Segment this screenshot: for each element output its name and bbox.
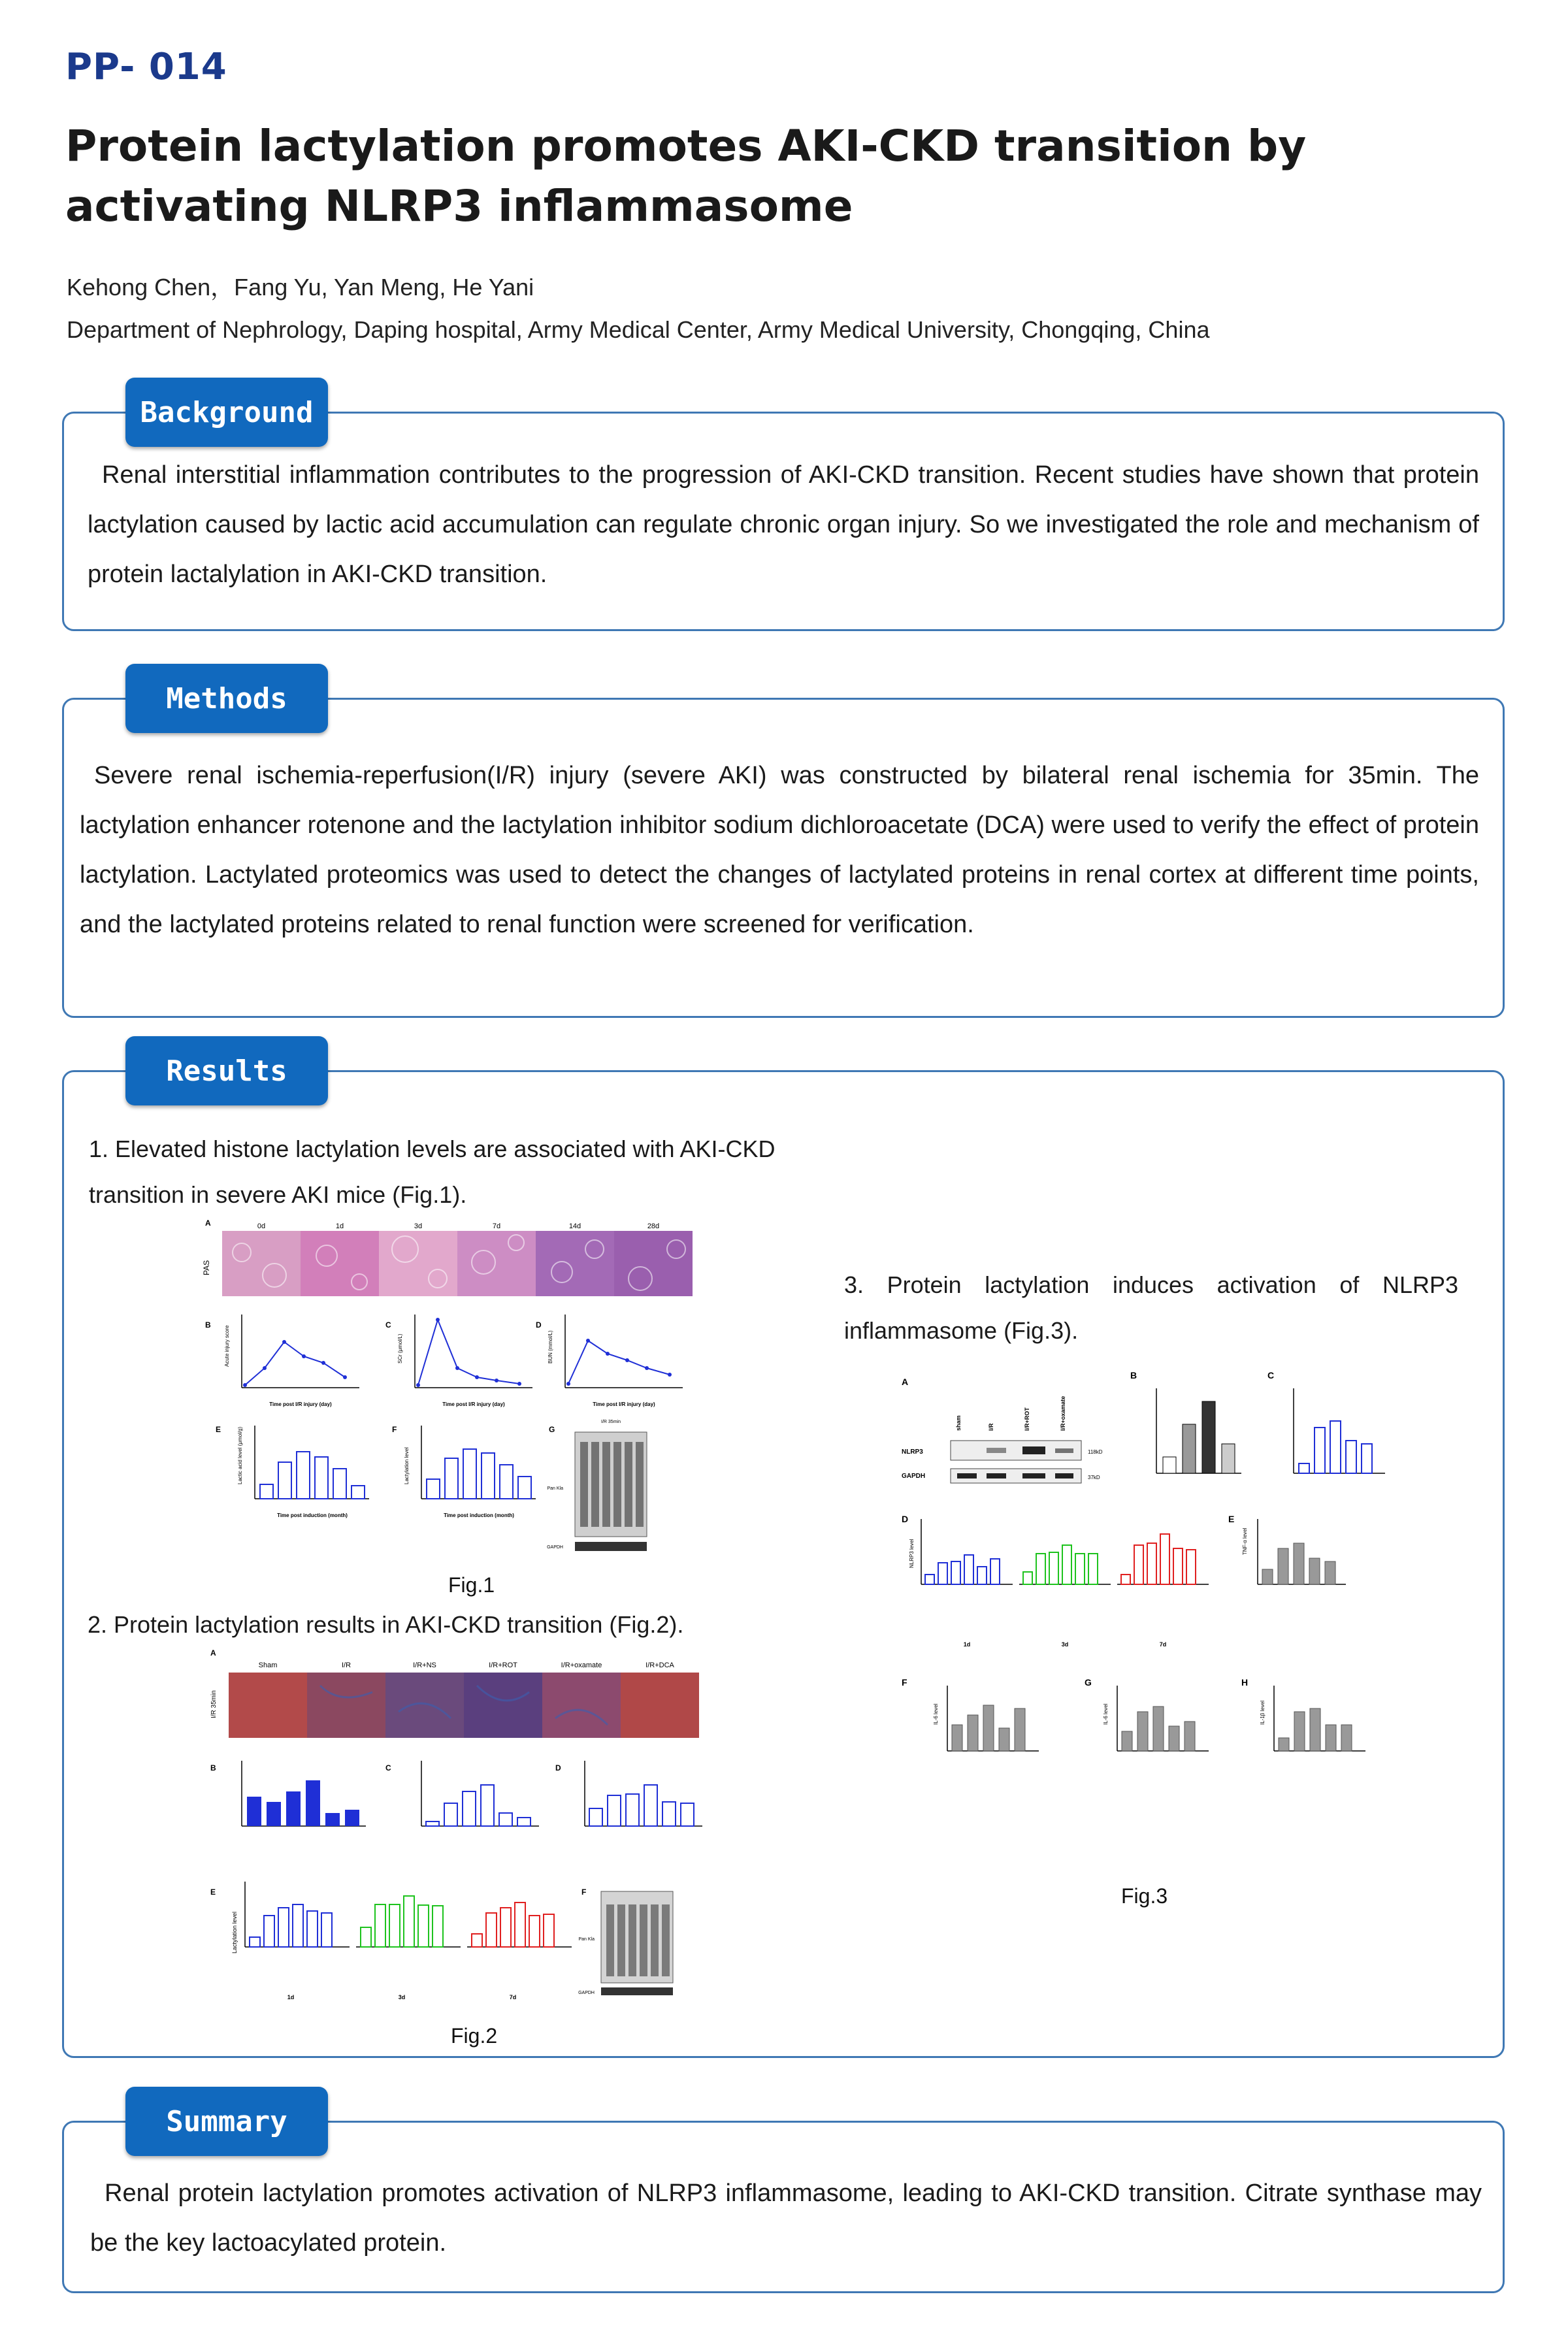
fig1-panel-c-label: C [385, 1320, 391, 1330]
fig3-nlrp3-label: NLRP3 [902, 1448, 923, 1456]
fig3-panel-d-chart [921, 1519, 1209, 1648]
fig3-lane-1: I/R [988, 1423, 994, 1431]
fig2-group-4: I/R+oxamate [561, 1661, 602, 1669]
background-tab: Background [125, 378, 328, 447]
fig2-e-ylabel: Lactylation level [231, 1911, 238, 1953]
fig3-panel-a-blot [902, 1396, 1103, 1483]
methods-tab: Methods [125, 664, 328, 733]
fig3-kd2: 37kD [1088, 1475, 1100, 1480]
fig3-panel-b-chart [1156, 1388, 1241, 1473]
fig1-panel-g-blot [547, 1420, 647, 1551]
fig3-panel-e-label: E [1228, 1514, 1235, 1524]
summary-tab: Summary [125, 2087, 328, 2156]
fig2-side-label: I/R 35min [210, 1690, 218, 1718]
fig3-d-ylabel: NLRP3 level [909, 1539, 915, 1568]
fig1-time-5: 28d [647, 1222, 660, 1230]
fig3-panel-h-label: H [1241, 1677, 1249, 1688]
fig1-pas-label: PAS [202, 1260, 211, 1275]
fig1-panel-e-chart [237, 1426, 369, 1518]
fig1-b-xlabel: Time post I/R injury (day) [269, 1401, 332, 1407]
fig3-h-ylabel: IL-1β level [1260, 1700, 1266, 1725]
fig1-b-line [245, 1342, 345, 1385]
fig2-panel-a-label: A [210, 1648, 216, 1658]
fig3-panel-b-label: B [1130, 1370, 1137, 1380]
fig1-histology-strip [222, 1231, 693, 1296]
fig3-panel-d-label: D [902, 1514, 909, 1524]
fig1-f-ylabel: Lactylation level [404, 1447, 410, 1484]
fig2-panel-d-label: D [555, 1763, 561, 1772]
fig1-b-ylabel: Acute injury score [224, 1325, 230, 1367]
figure-3 [889, 1359, 1457, 1855]
poster-title: Protein lactylation promotes AKI-CKD transition by activating NLRP3 inflammasome [65, 121, 1307, 231]
fig1-panel-e-label: E [216, 1425, 221, 1434]
fig3-g-ylabel: IL-6 level [1103, 1703, 1109, 1725]
fig2-f-gapdh: GAPDH [578, 1991, 595, 1995]
methods-panel [62, 698, 1505, 1018]
fig3-panel-e-chart [1258, 1519, 1346, 1584]
fig1-panel-a-label: A [205, 1218, 211, 1228]
fig1-panel-d-chart [547, 1315, 683, 1407]
fig3-panel-c-chart [1294, 1388, 1385, 1473]
fig1-histology-14d [536, 1231, 614, 1296]
fig1-histology-0d [222, 1231, 301, 1296]
fig1-d-line [568, 1341, 670, 1384]
fig1-panel-g-label: G [549, 1425, 555, 1434]
fig2-e-day-2: 7d [509, 1994, 517, 2001]
fig1-c-line [418, 1320, 519, 1385]
fig2-panel-c-label: C [385, 1763, 391, 1772]
fig3-lane-2: I/R+ROT [1024, 1407, 1030, 1431]
fig2-panel-e-label: E [210, 1887, 216, 1897]
fig1-time-4: 14d [568, 1222, 581, 1230]
fig3-panel-a-label: A [902, 1377, 909, 1387]
fig1-histology-3d [379, 1231, 457, 1296]
figure-1 [196, 1217, 719, 1569]
fig3-lane-3: I/R+oxamate [1060, 1396, 1066, 1431]
fig2-panel-e-chart [245, 1882, 572, 2001]
fig2-masson-strip [229, 1673, 699, 1738]
fig2-group-3: I/R+ROT [489, 1661, 517, 1669]
fig2-e-day-0: 1d [287, 1994, 295, 2001]
fig1-g-gapdh: GAPDH [547, 1545, 563, 1550]
fig3-panel-c-label: C [1267, 1370, 1275, 1380]
fig1-time-3: 7d [492, 1222, 501, 1230]
figure-2 [203, 1646, 725, 2025]
fig1-e-ylabel: Lactic acid level (μmol/g) [237, 1426, 243, 1484]
fig1-time-1: 1d [335, 1222, 344, 1230]
fig2-f-ab: Pan Kla [578, 1937, 595, 1942]
summary-text: Renal protein lactylation promotes activation of NLRP3 inflammasome, leading to AKI-CKD transition. Citrate synthase may be the key lactoacylated protein. [90, 2180, 1482, 2257]
fig2-panel-c-chart [421, 1761, 539, 1826]
fig2-e-day-1: 3d [398, 1994, 406, 2001]
affiliation: Department of Nephrology, Daping hospital, Army Medical Center, Army Medical University, Chongqing, China [67, 316, 1210, 343]
fig1-c-ylabel: SCr (μmol/L) [397, 1333, 403, 1364]
fig1-time-2: 3d [414, 1222, 423, 1230]
fig3-kd1: 118kD [1088, 1449, 1103, 1455]
authors: Kehong Chen，Fang Yu, Yan Meng, He Yani [67, 274, 534, 301]
fig3-panel-f-label: F [902, 1677, 907, 1688]
fig3-d-day-0: 1d [963, 1641, 971, 1648]
fig2-panel-f-blot [578, 1891, 673, 1995]
fig1-panel-d-label: D [536, 1320, 542, 1330]
fig1-panel-f-label: F [392, 1425, 397, 1434]
results-tab: Results [125, 1036, 328, 1105]
fig2-panel-b-label: B [210, 1763, 216, 1772]
results-item-2: 2. Protein lactylation results in AKI-CKD transition (Fig.2). [88, 1611, 684, 1638]
fig3-gapdh-label: GAPDH [902, 1473, 926, 1480]
fig1-panel-b-chart [224, 1315, 359, 1407]
fig3-panel-g-label: G [1085, 1677, 1092, 1688]
figure-3-graphic [889, 1359, 1457, 1855]
fig3-caption: Fig.3 [1121, 1884, 1168, 1908]
results-item-1: 1. Elevated histone lactylation levels are associated with AKI-CKD transition in severe AKI mice (Fig.1). [89, 1135, 776, 1208]
fig2-group-1: I/R [341, 1661, 351, 1669]
fig3-d-day-1: 3d [1061, 1641, 1069, 1648]
fig3-lane-0: sham [955, 1415, 962, 1431]
fig3-panel-g-chart [1117, 1686, 1209, 1751]
fig1-panel-c-chart [397, 1315, 532, 1407]
poster-id: PP- 014 [65, 46, 227, 88]
fig1-g-header: I/R 35min [601, 1420, 621, 1424]
methods-text: Severe renal ischemia-reperfusion(I/R) injury (severe AKI) was constructed by bilateral renal ischemia for 35min. The lactylation enhancer rotenone and the lactylation inhibitor sodium dichloroacetate (DCA) were used to verify the effect of protein lactylation. Lactylated proteomics was used to detect the changes of lactylated proteins in renal cortex at different time points, and the lactylated proteins related to renal function were screened for verification. [80, 762, 1479, 938]
fig3-e-ylabel: TNF-α level [1242, 1527, 1248, 1555]
fig2-panel-f-label: F [581, 1887, 587, 1897]
fig3-panel-f-chart [947, 1686, 1039, 1751]
fig1-panel-f-chart [404, 1426, 536, 1518]
fig1-g-ab: Pan Kla [547, 1486, 563, 1491]
fig3-f-ylabel: IL-6 level [933, 1703, 939, 1725]
fig1-caption: Fig.1 [448, 1573, 495, 1597]
fig1-d-xlabel: Time post I/R injury (day) [593, 1401, 655, 1407]
fig2-panel-d-chart [585, 1761, 702, 1826]
fig1-d-ylabel: BUN (mmol/L) [547, 1330, 553, 1364]
fig1-histology-1d [301, 1231, 379, 1296]
fig3-d-day-2: 7d [1159, 1641, 1167, 1648]
fig3-panel-h-chart [1274, 1686, 1365, 1751]
background-text: Renal interstitial inflammation contributes to the progression of AKI-CKD transition. Recent studies have shown that protein lactylation caused by lactic acid accumulation can regulate chronic organ injury. So we investigated the role and mechanism of protein lactalylation in AKI-CKD transition. [88, 461, 1479, 588]
fig1-f-xlabel: Time post induction (month) [444, 1512, 514, 1518]
fig2-caption: Fig.2 [451, 2024, 498, 2048]
results-item-3: 3. Protein lactylation induces activation of NLRP3 inflammasome (Fig.3). [844, 1271, 1458, 1344]
fig1-panel-b-label: B [205, 1320, 211, 1330]
fig1-e-xlabel: Time post induction (month) [277, 1512, 348, 1518]
fig1-c-xlabel: Time post I/R injury (day) [442, 1401, 505, 1407]
fig2-panel-b-chart [242, 1761, 366, 1826]
fig2-group-0: Sham [258, 1661, 278, 1669]
fig1-time-0: 0d [257, 1222, 266, 1230]
figure-2-graphic [203, 1646, 725, 2025]
figure-1-graphic [196, 1217, 719, 1569]
fig2-group-5: I/R+DCA [645, 1661, 674, 1669]
fig2-group-2: I/R+NS [413, 1661, 436, 1669]
